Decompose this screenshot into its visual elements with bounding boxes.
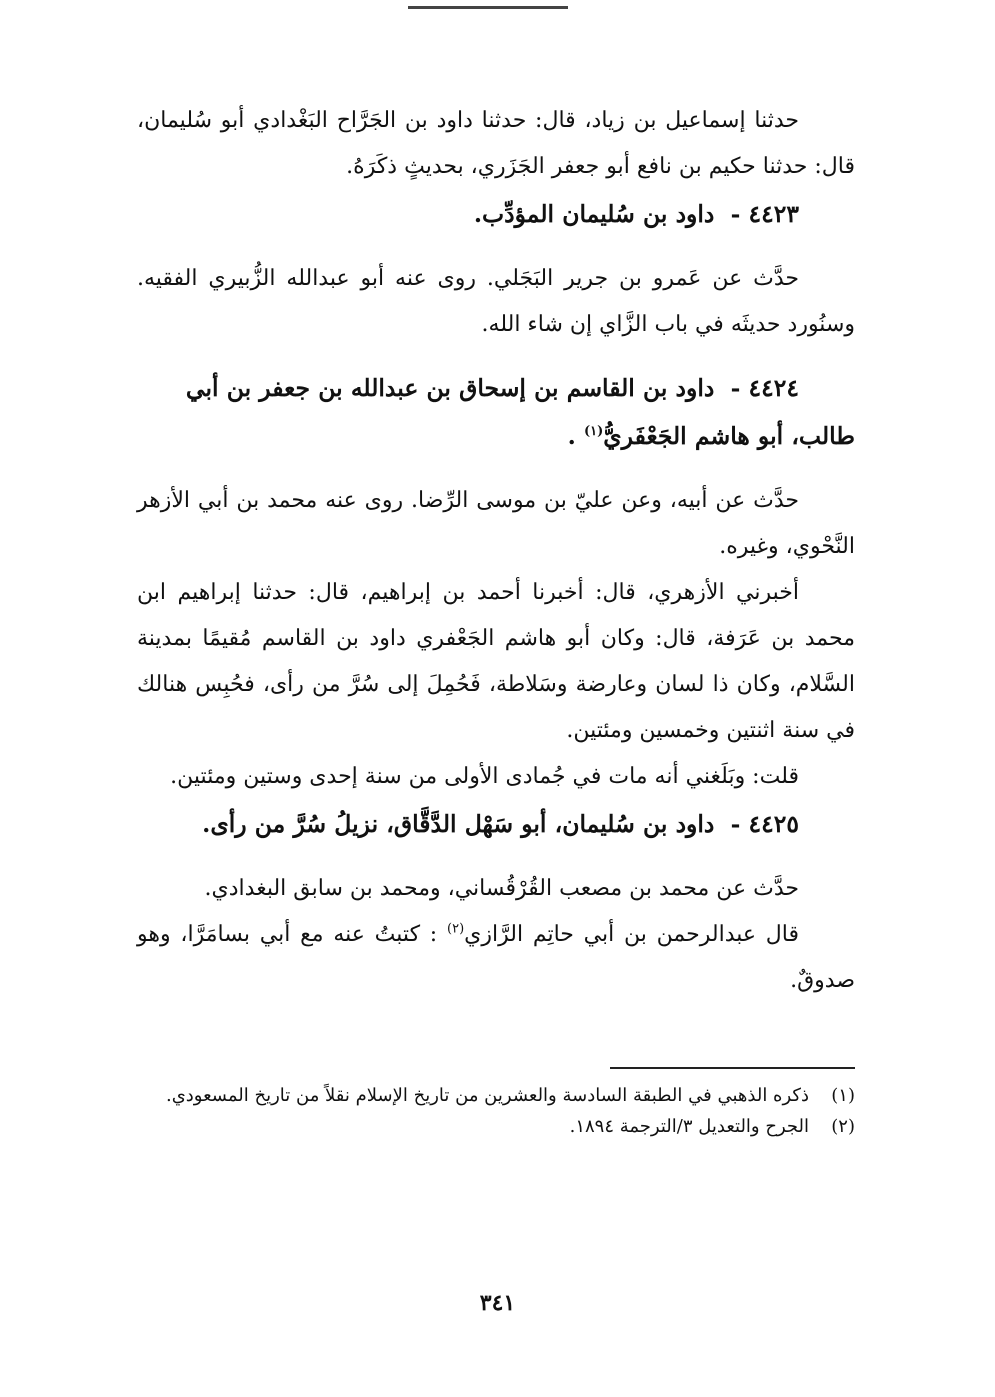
page-number: ٣٤١ [479, 1290, 516, 1316]
header-rule [408, 6, 568, 9]
footnote-rule [610, 1067, 855, 1069]
footnote-1-marker: (١) [831, 1085, 855, 1106]
entry-4423-title: داود بن سُليمان المؤدِّب. [473, 200, 715, 228]
paragraph-4424-note: قلت: وبَلَغني أنه مات في جُمادى الأولى من سنة إحدى وستين ومئتين. [170, 764, 799, 789]
paragraph-4424-report: أخبرني الأزهري، قال: أخبرنا أحمد بن إبراهيم، قال: حدثنا إبراهيم ابن محمد بن عَرَفة، قال: وكان أبو هاشم الجَعْفري داود بن القاسم مُقيمًا بمدينة السَّلام، وكان ذا لسان وعارضة وسَلاطة، فَحُمِلَ إلى سُرَّ من رأى، فحُبِس هنالك في سنة اثنتين وخمسين ومئتين. [137, 580, 855, 743]
paragraph-4424-text: حدَّث عن أبيه، وعن عليّ بن موسى الرِّضا. روى عنه محمد بن أبي الأزهر النَّحْوي، وغيره. [137, 488, 855, 559]
page-body [137, 98, 855, 1004]
quote-after: : كتبتُ عنه مع أبي بسامَرَّا، وهو صدوقٌ. [137, 922, 855, 993]
footnote-2-marker: (٢) [831, 1116, 855, 1137]
entry-4425 [137, 800, 855, 848]
footnotes [137, 1080, 855, 1142]
footnote-1 [137, 1080, 855, 1111]
paragraph-isnad-1: حدثنا إسماعيل بن زياد، قال: حدثنا داود بن الجَرَّاح البَغْدادي أبو سُليمان، قال: حدثنا حكيم بن نافع أبو جعفر الجَزَري، بحديثٍ ذكَرَهُ. [137, 108, 855, 179]
entry-4424-end: . [567, 422, 584, 450]
footnote-2 [137, 1111, 855, 1142]
footnote-1-text: ذكره الذهبي في الطبقة السادسة والعشرين من تاريخ الإسلام نقلاً من تاريخ المسعودي. [165, 1085, 809, 1106]
entry-4423-number: ٤٤٢٣ - [730, 200, 799, 228]
entry-4425-number: ٤٤٢٥ - [730, 810, 799, 838]
footnote-2-text: الجرح والتعديل ٣/الترجمة ١٨٩٤. [569, 1116, 809, 1137]
quote-before: قال عبدالرحمن بن أبي حاتِم الرَّازي [464, 922, 799, 947]
entry-4424 [137, 364, 855, 460]
footnote-ref-1[interactable]: (١) [583, 424, 604, 440]
entry-4425-title: داود بن سُليمان، أبو سَهْل الدَّقَّاق، نزيلُ سُرَّ من رأى. [202, 810, 715, 838]
paragraph-4425-text: حدَّث عن محمد بن مصعب القُرْقُساني، ومحمد بن سابق البغدادي. [204, 876, 799, 901]
entry-4423 [137, 190, 855, 238]
paragraph-4425-quote [137, 912, 855, 1004]
paragraph-4423-text: حدَّث عن عَمرو بن جرير البَجَلي. روى عنه أبو عبدالله الزُّبيري الفقيه. وسنُورد حديثَه في باب الزَّاي إن شاء الله. [137, 266, 855, 337]
entry-4424-number: ٤٤٢٤ - [730, 374, 799, 402]
entry-4424-title: داود بن القاسم بن إسحاق بن عبدالله بن جعفر بن أبي طالب، أبو هاشم الجَعْفَريُّ [185, 374, 855, 450]
footnote-ref-2[interactable]: (٢) [447, 921, 465, 937]
